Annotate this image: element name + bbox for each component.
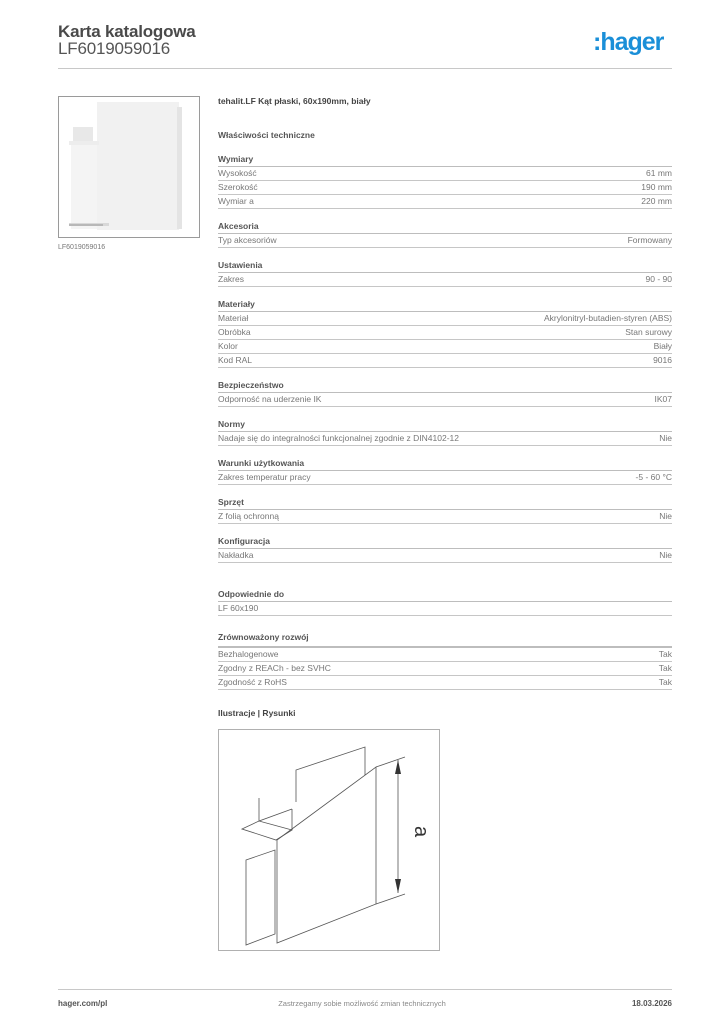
technical-drawing [218, 729, 440, 951]
spec-value: Formowany [627, 235, 672, 245]
spec-label: Szerokość [218, 182, 258, 192]
group-sustainability [218, 632, 672, 690]
spec-row [218, 602, 672, 616]
spec-row [218, 676, 672, 690]
spec-value: Biały [653, 341, 672, 351]
group-settings [218, 260, 672, 287]
product-photo-image [59, 97, 199, 237]
spec-label: Wysokość [218, 168, 257, 178]
spec-row [218, 195, 672, 209]
group-accessories [218, 221, 672, 248]
spec-row [218, 326, 672, 340]
spec-value: 61 mm [646, 168, 672, 178]
spec-label: Kolor [218, 341, 238, 351]
spec-row [218, 510, 672, 524]
spec-row [218, 648, 672, 662]
header-title: Karta katalogowa [58, 22, 196, 41]
header-divider [58, 68, 672, 69]
spec-row [218, 181, 672, 195]
group-title: Materiały [218, 299, 672, 312]
illustrations-title: Ilustracje | Rysunki [218, 708, 296, 718]
product-photo [58, 96, 200, 238]
spec-value: IK07 [654, 394, 672, 404]
group-title: Wymiary [218, 154, 672, 167]
group-dimensions [218, 154, 672, 209]
spec-label: LF 60x190 [218, 603, 259, 613]
spec-row [218, 432, 672, 446]
spec-label: Typ akcesoriów [218, 235, 277, 245]
spec-row [218, 354, 672, 368]
spec-value: Nie [659, 511, 672, 521]
group-title: Bezpieczeństwo [218, 380, 672, 393]
group-title: Odpowiednie do [218, 589, 672, 602]
spec-label: Wymiar a [218, 196, 254, 206]
spec-value: Stan surowy [625, 327, 672, 337]
spec-value: 220 mm [641, 196, 672, 206]
group-title: Ustawienia [218, 260, 672, 273]
spec-label: Odporność na uderzenie IK [218, 394, 322, 404]
spec-value: Tak [658, 649, 672, 659]
spec-label: Zakres temperatur pracy [218, 472, 311, 482]
dimension-drawing-icon [219, 730, 439, 950]
spec-value: 190 mm [641, 182, 672, 192]
spec-row [218, 662, 672, 676]
spec-label: Zgodny z REACh - bez SVHC [218, 663, 331, 673]
group-title: Warunki użytkowania [218, 458, 672, 471]
spec-row [218, 167, 672, 181]
spec-label: Materiał [218, 313, 249, 323]
spec-row [218, 273, 672, 287]
spec-label: Obróbka [218, 327, 251, 337]
spec-label: Zgodność z RoHS [218, 677, 287, 687]
spec-value: Nie [659, 433, 672, 443]
spec-row [218, 549, 672, 563]
spec-value: Nie [659, 550, 672, 560]
spec-row [218, 340, 672, 354]
group-title: Sprzęt [218, 497, 672, 510]
product-code: LF6019059016 [58, 39, 170, 58]
spec-label: Bezhalogenowe [218, 649, 279, 659]
footer-disclaimer: Zastrzegamy sobie możliwość zmian technicznych [278, 999, 446, 1008]
group-title: Konfiguracja [218, 536, 672, 549]
group-equipment [218, 497, 672, 524]
group-suitable-for [218, 589, 672, 616]
dimension-label: a [410, 826, 432, 838]
group-materials [218, 299, 672, 368]
group-configuration [218, 536, 672, 563]
spec-row [218, 312, 672, 326]
spec-row [218, 234, 672, 248]
group-operating-conditions [218, 458, 672, 485]
spec-row [218, 393, 672, 407]
photo-caption: LF6019059016 [58, 244, 106, 251]
group-title: Akcesoria [218, 221, 672, 234]
group-standards [218, 419, 672, 446]
spec-label: Zakres [218, 274, 244, 284]
footer-website-link[interactable]: hager.com/pl [58, 999, 108, 1008]
spec-label: Z folią ochronną [218, 511, 279, 521]
technical-properties-title: Właściwości techniczne [218, 130, 315, 140]
group-title: Normy [218, 419, 672, 432]
product-name: tehalit.LF Kąt płaski, 60x190mm, biały [218, 96, 371, 106]
group-safety [218, 380, 672, 407]
spec-value: Tak [658, 677, 672, 687]
spec-value: 9016 [653, 355, 672, 365]
spec-label: Nakładka [218, 550, 254, 560]
spec-content [218, 96, 672, 720]
spec-row [218, 471, 672, 485]
footer-divider [58, 989, 672, 990]
group-title: Zrównoważony rozwój [218, 632, 672, 648]
hager-logo: :hager [593, 28, 664, 56]
spec-value: 90 - 90 [645, 274, 672, 284]
spec-value: -5 - 60 °C [635, 472, 672, 482]
spec-label: Kod RAL [218, 355, 253, 365]
spec-label: Nadaje się do integralności funkcjonalnej zgodnie z DIN4102-12 [218, 433, 459, 443]
spec-value: Tak [658, 663, 672, 673]
footer-date: 18.03.2026 [631, 999, 672, 1008]
spec-value: Akrylonitryl-butadien-styren (ABS) [543, 313, 672, 323]
